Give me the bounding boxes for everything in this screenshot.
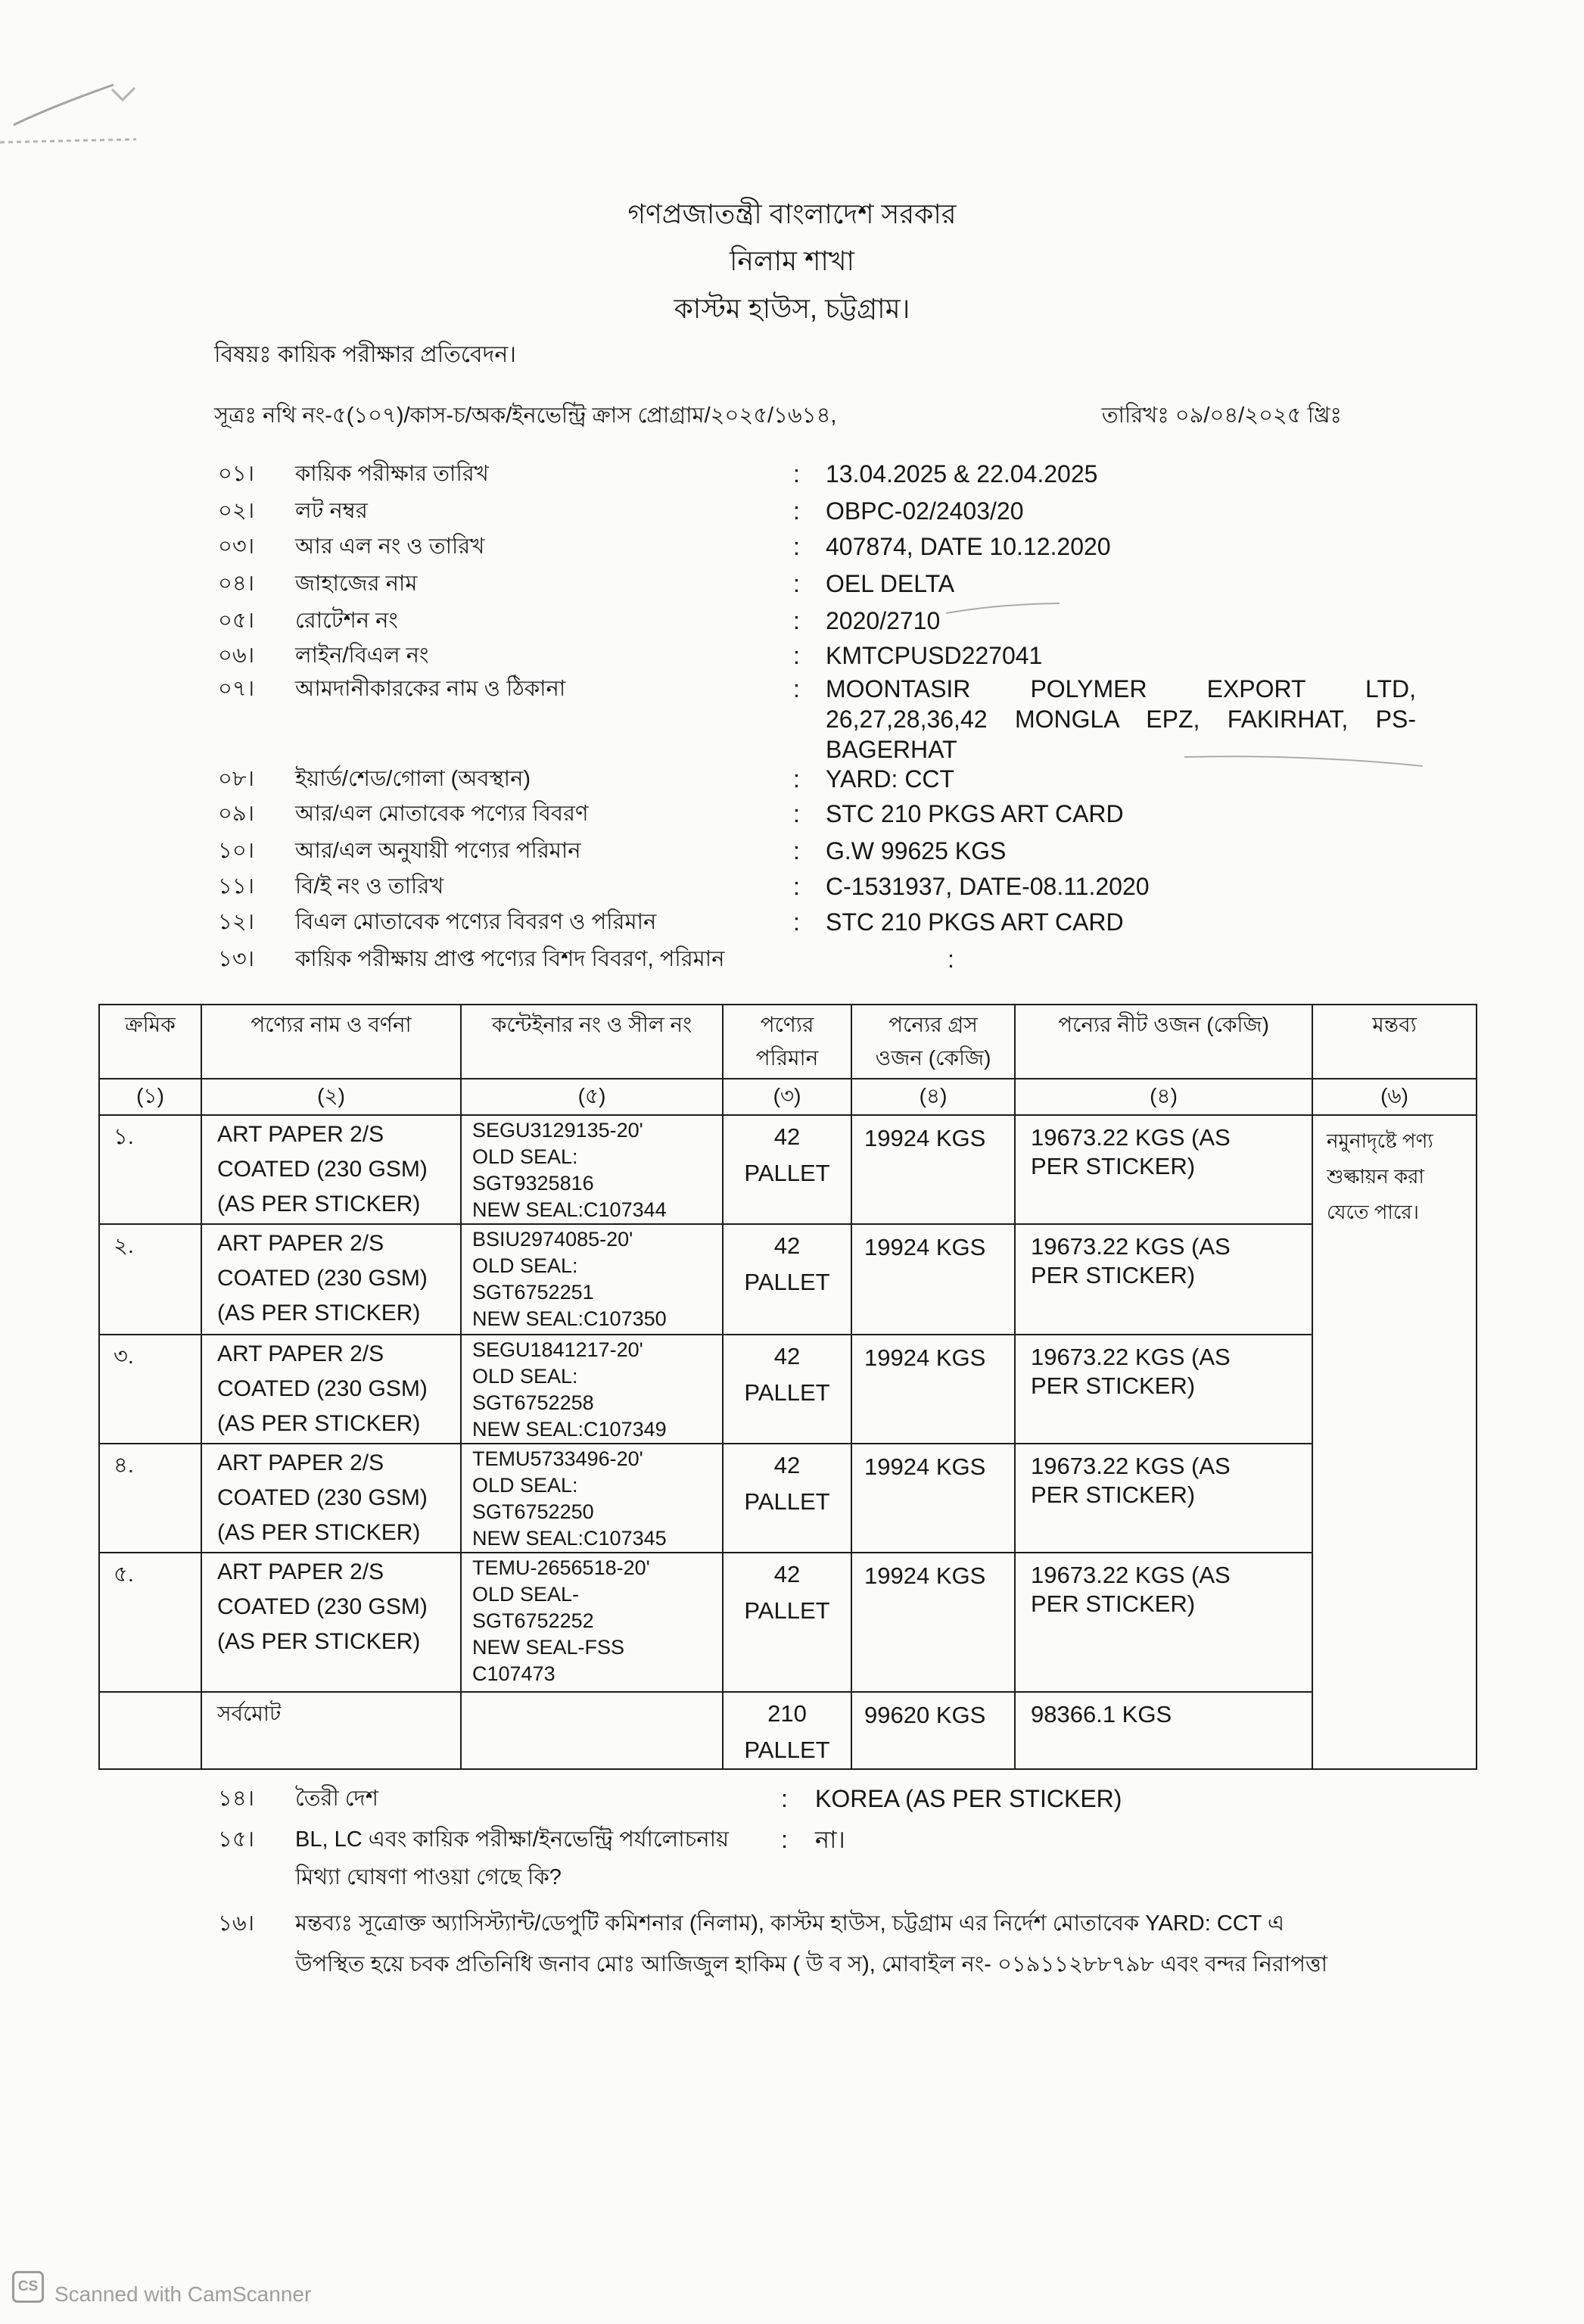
item-label: কায়িক পরীক্ষায় প্রাপ্ত পণ্যের বিশদ বিবরণ, পরিমান [295,947,725,971]
serial-cell: ৪. [99,1444,201,1553]
quantity-cell: 42 PALLET [723,1553,851,1692]
pen-scribble [112,88,135,100]
item-colon: : [793,908,800,936]
col-header-remarks: মন্তব্য [1312,1005,1477,1079]
inspection-table [98,1004,1477,1770]
column-number-row [99,1079,1477,1115]
item-value: KMTCPUSD227041 [826,642,1043,669]
list-item [0,836,1584,866]
gross-weight-cell: 19924 KGS [851,1224,1015,1335]
list-item [0,531,1584,562]
item-value: STC 210 PKGS ART CARD [826,800,1124,827]
col-header-quantity: পণ্যের পরিমান [723,1005,851,1079]
item-colon: : [793,460,800,488]
list-item [0,907,1584,937]
item-value: KOREA (AS PER STICKER) [815,1785,1122,1812]
serial-cell: ৩. [99,1335,201,1444]
net-weight-cell: 19673.22 KGS (AS PER STICKER) [1015,1335,1312,1444]
reference-line [214,400,1342,431]
table-row [99,1224,1477,1335]
item-number: ০৫। [218,609,255,633]
item-label: ইয়ার্ড/শেড/গোলা (অবস্থান) [295,767,531,791]
list-item [0,871,1584,902]
list-item [0,606,1584,636]
item-colon: : [793,765,800,793]
goods-description-cell: ART PAPER 2/S COATED (230 GSM) (AS PER STICKER) [201,1115,461,1224]
section-title: নিলাম শাখা [730,245,854,276]
column-number: (৪) [1015,1079,1312,1115]
goods-description-cell: ART PAPER 2/S COATED (230 GSM) (AS PER STICKER) [201,1444,461,1553]
item-label: লাইন/বিএল নং [295,643,429,668]
item-label: রোটেশন নং [295,609,398,633]
gross-weight-cell: 19924 KGS [851,1444,1015,1553]
column-number: (১) [99,1079,201,1115]
total-gross-weight: 99620 KGS [851,1692,1015,1769]
empty-cell [461,1692,723,1769]
goods-description-cell: ART PAPER 2/S COATED (230 GSM) (AS PER STICKER) [201,1553,461,1692]
net-weight-cell: 19673.22 KGS (AS PER STICKER) [1015,1224,1312,1335]
col-header-description: পণ্যের নাম ও বর্ণনা [201,1005,461,1079]
gross-weight-cell: 19924 KGS [851,1335,1015,1444]
list-item [0,799,1584,829]
item-number: ১০। [218,839,255,863]
subject-line: বিষয়ঃ কায়িক পরীক্ষার প্রতিবেদন। [214,342,517,367]
total-label: সর্বমোট [201,1692,461,1769]
goods-description-cell: ART PAPER 2/S COATED (230 GSM) (AS PER STICKER) [201,1224,461,1335]
remarks-cell: নমুনাদৃষ্টে পণ্য শুল্কায়ন করা যেতে পারে। [1312,1115,1477,1769]
item-colon: : [793,570,800,597]
item-value: 407874, DATE 10.12.2020 [826,533,1111,560]
item-value: 13.04.2025 & 22.04.2025 [826,460,1098,488]
table-row [99,1553,1477,1692]
quantity-cell: 42 PALLET [723,1115,851,1224]
item-colon: : [793,497,800,525]
item-label: আর/এল মোতাবেক পণ্যের বিবরণ [295,802,589,826]
pen-scribble [14,85,114,125]
item-colon: : [793,607,800,634]
item-number: ১১। [218,874,255,899]
item-value: C-1531937, DATE-08.11.2020 [826,873,1150,900]
item-number: ০৮। [218,767,255,791]
item-label: লট নম্বর [295,499,368,523]
item-number: ১৬। [218,1911,255,1936]
item-colon: : [793,642,800,669]
item-value: OBPC-02/2403/20 [826,497,1024,525]
container-seal-cell: SEGU1841217-20' OLD SEAL: SGT6752258 NEW SEAL:C107349 [461,1335,723,1444]
column-number: (২) [201,1079,461,1115]
total-row [99,1692,1477,1769]
office-title: কাস্টম হাউস, চট্টগ্রাম। [674,293,910,324]
government-title: গণপ্রজাতন্ত্রী বাংলাদেশ সরকার [627,198,957,229]
list-item [0,674,1584,763]
item-colon: : [793,837,800,864]
col-header-serial: ক্রমিক [99,1005,201,1079]
net-weight-cell: 19673.22 KGS (AS PER STICKER) [1015,1444,1312,1553]
remarks-paragraph: মন্তব্যঃ সূত্রোক্ত অ্যাসিস্ট্যান্ট/ডেপুটি কমিশনার (নিলাম), কাস্টম হাউস, চট্টগ্রাম এর নির্দেশ মোতাবেক YARD: CCT এ উপস্থিত হয়ে চবক প্রতিনিধি জনাব মোঃ আজিজুল হাকিম ( উ ব স), মোবাইল নং- ০১৯১১২৮৮৭৯৮ এবং বন্দর নিরাপত্তা [295,1911,1328,1977]
reference-date: তারিখঃ ০৯/০৪/২০২৫ খ্রিঃ [1101,403,1342,428]
list-item [0,944,1584,974]
item-value: STC 210 PKGS ART CARD [826,908,1124,936]
item-label: বিএল মোতাবেক পণ্যের বিবরণ ও পরিমান [295,910,657,934]
serial-cell: ৫. [99,1553,201,1692]
col-header-gross-weight: পন্যের গ্রস ওজন (কেজি) [851,1005,1015,1079]
table-header-row [99,1005,1477,1079]
item-number: ০৬। [218,643,255,668]
serial-cell: ১. [99,1115,201,1224]
container-seal-cell: TEMU5733496-20' OLD SEAL: SGT6752250 NEW SEAL:C107345 [461,1444,723,1553]
item-colon: : [793,675,800,702]
pen-scribble [0,139,136,142]
container-seal-cell: BSIU2974085-20' OLD SEAL: SGT6752251 NEW SEAL:C107350 [461,1224,723,1335]
net-weight-cell: 19673.22 KGS (AS PER STICKER) [1015,1553,1312,1692]
list-item [0,496,1584,526]
item-number: ১৪। [218,1787,255,1811]
column-number: (৩) [723,1079,851,1115]
total-net-weight: 98366.1 KGS [1015,1692,1312,1769]
goods-description-cell: ART PAPER 2/S COATED (230 GSM) (AS PER STICKER) [201,1335,461,1444]
table-row [99,1335,1477,1444]
item-colon: : [781,1785,788,1812]
item-colon: : [793,800,800,827]
item-number: ০৭। [218,677,255,701]
list-item [0,569,1584,599]
camscanner-logo: CS [12,2271,44,2303]
col-header-container: কন্টেইনার নং ও সীল নং [461,1005,723,1079]
item-value: না। [815,1826,845,1853]
column-number: (৬) [1312,1079,1477,1115]
item-label: জাহাজের নাম [295,572,418,596]
item-label: আমদানীকারকের নাম ও ঠিকানা [295,677,566,701]
item-value: 2020/2710 [826,607,941,634]
table-row [99,1444,1477,1553]
item-colon: : [793,533,800,560]
reference-memo: সূত্রঃ নথি নং-৫(১০৭)/কাস-চ/অক/ইনভেন্ট্রি ক্রাস প্রোগ্রাম/২০২৫/১৬১৪, [214,403,837,428]
item-number: ০৯। [218,802,255,826]
empty-cell [99,1692,201,1769]
container-seal-cell: TEMU-2656518-20' OLD SEAL- SGT6752252 NEW SEAL-FSS C107473 [461,1553,723,1692]
item-number: ০১। [218,462,255,486]
item-number: ০৩। [218,534,255,559]
quantity-cell: 42 PALLET [723,1444,851,1553]
gross-weight-cell: 19924 KGS [851,1115,1015,1224]
item-label: কায়িক পরীক্ষার তারিখ [295,462,489,486]
item-label: বি/ই নং ও তারিখ [295,874,444,899]
item-value: G.W 99625 KGS [826,837,1007,864]
col-header-net-weight: পন্যের নীট ওজন (কেজি) [1015,1005,1312,1079]
list-item [0,640,1584,671]
column-number: (৫) [461,1079,723,1115]
quantity-cell: 42 PALLET [723,1224,851,1335]
item-number: ০২। [218,499,255,523]
list-item [0,459,1584,489]
list-item [0,764,1584,794]
item-number: ০৪। [218,572,255,596]
importer-address-value: MOONTASIR POLYMER EXPORT LTD, 26,27,28,36,42 MONGLA EPZ, FAKIRHAT, PS-BAGERHAT [826,675,1416,763]
item-number: ১২। [218,910,255,934]
net-weight-cell: 19673.22 KGS (AS PER STICKER) [1015,1115,1312,1224]
scanner-watermark: Scanned with CamScanner [54,2282,312,2306]
container-seal-cell: SEGU3129135-20' OLD SEAL: SGT9325816 NEW SEAL:C107344 [461,1115,723,1224]
column-number: (৪) [851,1079,1015,1115]
table-row [99,1115,1477,1224]
gross-weight-cell: 19924 KGS [851,1553,1015,1692]
total-quantity: 210 PALLET [723,1692,851,1769]
item-label: আর/এল অনুযায়ী পণ্যের পরিমান [295,839,581,863]
item-colon: : [781,1826,788,1853]
item-value: OEL DELTA [826,570,955,597]
quantity-cell: 42 PALLET [723,1335,851,1444]
serial-cell: ২. [99,1224,201,1335]
item-number: ১৫। [218,1827,255,1852]
item-label: আর এল নং ও তারিখ [295,534,485,559]
item-label: তৈরী দেশ [295,1787,378,1811]
item-value: YARD: CCT [826,765,955,793]
item-label: BL, LC এবং কায়িক পরীক্ষা/ইনভেন্ট্রি পর্যালোচনায় মিথ্যা ঘোষণা পাওয়া গেছে কি? [295,1827,730,1889]
item-number: ১৩। [218,947,255,971]
item-colon: : [948,945,954,973]
item-colon: : [793,873,800,900]
